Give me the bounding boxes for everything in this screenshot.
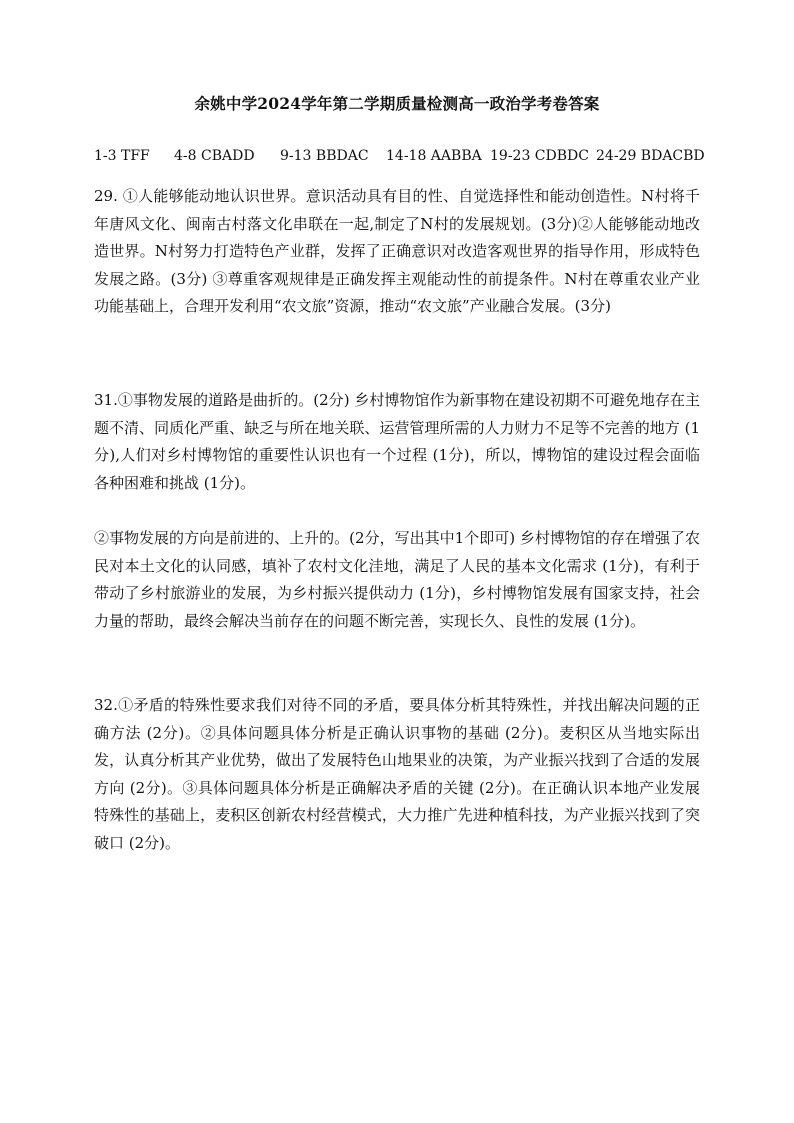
- answer-group-1-3: 1-3 TFF: [94, 148, 150, 164]
- page-title: 余姚中学2024学年第二学期质量检测高一政治学考卷答案: [194, 94, 600, 113]
- answer-group-24-29: 24-29 BDACBD: [596, 148, 705, 164]
- answer-paragraph-32: 32.①矛盾的特殊性要求我们对待不同的矛盾，要具体分析其特殊性，并找出解决问题的正确方法 (2分)。②具体问题具体分析是正确认识事物的基础 (2分)。麦积区从当地实际出发，认真分析其产业优势，做出了发展特色山地果业的决策，为产业振兴找到了合适的发展方向 (2分)。③具体问题具体分析是正确解决矛盾的关键 (2分)。在正确认识本地产业发展特殊性的基础上，麦积区创新农村经营模式，大力推广先进种植科技，为产业振兴找到了突破口 (2分)。: [94, 696, 700, 852]
- multiple-choice-answers: [94, 148, 714, 164]
- answer-group-14-18: 14-18 AABBA: [386, 148, 482, 164]
- answer-paragraph-31-part-1: 31.①事物发展的道路是曲折的。(2分) 乡村博物馆作为新事物在建设初期不可避免地存在主题不清、同质化严重、缺乏与所在地关联、运营管理所需的人力财力不足等不完善的地方 (1分),人们对乡村博物馆的重要性认识也有一个过程 (1分)，所以，博物馆的建设过程会面临各种困难和挑战 (1分)。: [94, 391, 700, 492]
- answer-paragraph-31-part-2: ②事物发展的方向是前进的、上升的。(2分，写出其中1个即可) 乡村博物馆的存在增强了农民对本土文化的认同感，填补了农村文化洼地，满足了人民的基本文化需求 (1分)，有利于带动了乡村旅游业的发展，为乡村振兴提供动力 (1分)，乡村博物馆发展有国家支持，社会力量的帮助，最终会解决当前存在的问题不断完善，实现长久、良性的发展 (1分)。: [94, 529, 700, 630]
- answer-group-9-13: 9-13 BBDAC: [280, 148, 369, 164]
- answer-paragraph-29: 29. ①人能够能动地认识世界。意识活动具有目的性、自觉选择性和能动创造性。N村将千年唐风文化、闽南古村落文化串联在一起,制定了N村的发展规划。(3分)②人能够能动地改造世界。N村努力打造特色产业群，发挥了正确意识对改造客观世界的指导作用，形成特色发展之路。(3分) ③尊重客观规律是正确发挥主观能动性的前提条件。N村在尊重农业产业功能基础上，合理开发利用“农文旅”资源，推动“农文旅”产业融合发展。(3分): [94, 187, 700, 315]
- answer-group-4-8: 4-8 CBADD: [174, 148, 255, 164]
- answer-group-19-23: 19-23 CDBDC: [490, 148, 589, 164]
